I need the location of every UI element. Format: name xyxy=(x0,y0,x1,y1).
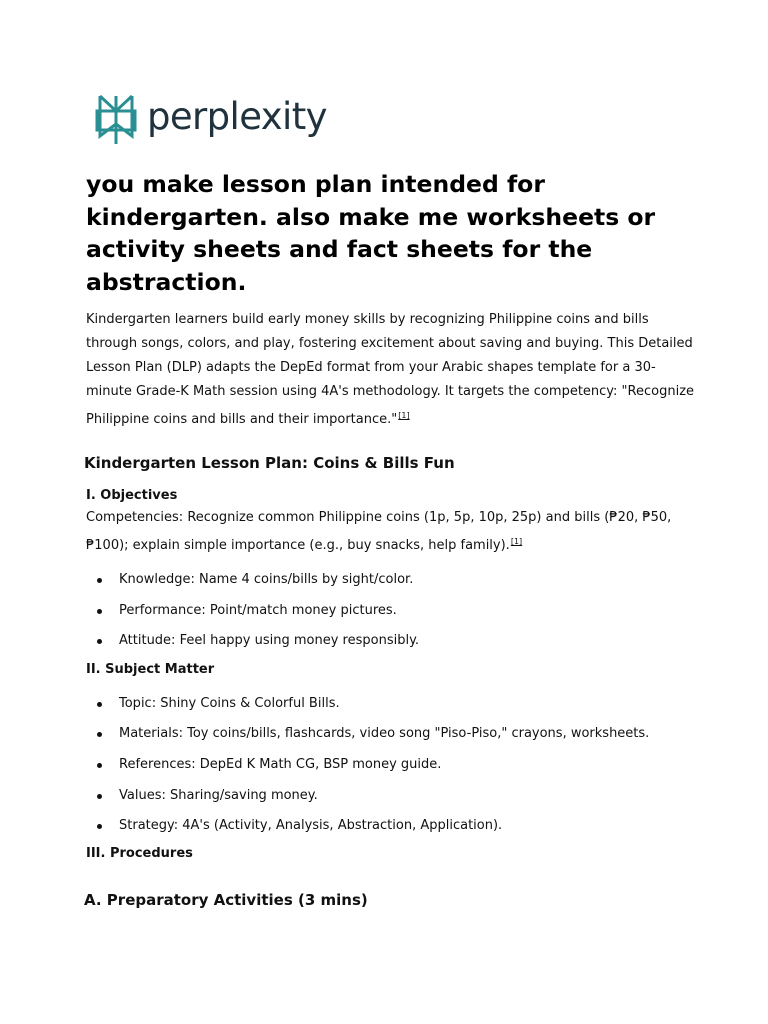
intro-paragraph xyxy=(86,308,696,432)
citation-link[interactable]: [1] xyxy=(398,411,410,420)
objectives-heading: I. Objectives xyxy=(86,488,178,503)
list-item: Values: Sharing/saving money. xyxy=(86,787,696,805)
lesson-plan-title: Kindergarten Lesson Plan: Coins & Bills Fun xyxy=(84,454,455,472)
logo-wordmark: perplexity xyxy=(147,94,327,138)
competencies-body: Competencies: Recognize common Philippine coins (1p, 5p, 10p, 25p) and bills (₱20, ₱50, ₱100); explain simple importance (e.g., buy snacks, help family). xyxy=(86,510,672,553)
subject-matter-list xyxy=(86,695,696,835)
perplexity-logo-icon xyxy=(94,94,138,146)
list-item: Knowledge: Name 4 coins/bills by sight/color. xyxy=(86,571,696,589)
competencies-text xyxy=(86,506,696,558)
citation-link[interactable]: [1] xyxy=(510,537,523,546)
list-item: Materials: Toy coins/bills, flashcards, video song "Piso-Piso," crayons, worksheets. xyxy=(86,725,696,743)
list-item: Strategy: 4A's (Activity, Analysis, Abstraction, Application). xyxy=(86,817,696,835)
preparatory-activities-heading: A. Preparatory Activities (3 mins) xyxy=(84,890,368,909)
list-item: Topic: Shiny Coins & Colorful Bills. xyxy=(86,695,696,713)
perplexity-logo xyxy=(94,94,327,146)
intro-text: Kindergarten learners build early money skills by recognizing Philippine coins and bills through songs, colors, and play, fostering excitement about saving and buying. This Detailed Lesson Plan (DLP) adapts the DepEd format from your Arabic shapes template for a 30-minute Grade-K Math session using 4A's methodology. It targets the competency: "Recognize Philippine coins and bills and their importance." xyxy=(86,312,695,427)
procedures-heading: III. Procedures xyxy=(86,845,193,861)
objectives-list xyxy=(86,571,696,650)
list-item: Performance: Point/match money pictures. xyxy=(86,602,696,620)
answer-content xyxy=(86,168,696,911)
list-item: Attitude: Feel happy using money responsibly. xyxy=(86,632,696,650)
subject-matter-heading: II. Subject Matter xyxy=(86,661,215,677)
page-title: you make lesson plan intended for kindergarten. also make me worksheets or activity sheets and fact sheets for the abstraction. xyxy=(86,170,656,296)
list-item: References: DepEd K Math CG, BSP money guide. xyxy=(86,756,696,774)
